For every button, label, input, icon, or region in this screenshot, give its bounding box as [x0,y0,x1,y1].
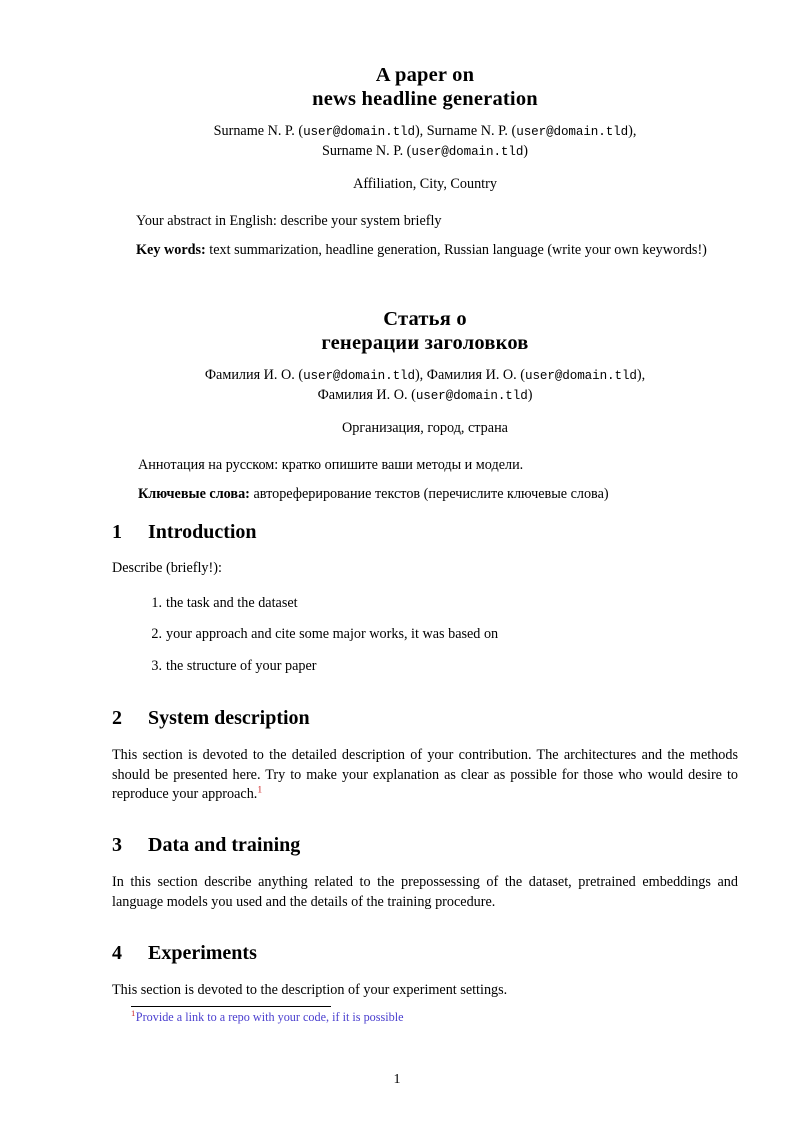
english-author-3-name: Surname N. P. ( [321,143,412,159]
english-keywords [112,241,738,261]
section-1-heading [112,520,738,544]
russian-author-line-1-end: ), [636,367,646,383]
section-3-title: Data and training [148,834,301,856]
english-author-1-email[interactable]: user@domain.tld [303,125,415,139]
russian-author-line-2 [112,386,738,406]
section-4-title: Experiments [148,942,257,964]
section-2-heading [112,706,738,730]
footnote-entry [131,1007,751,1025]
russian-abstract: Аннотация на русском: кратко опишите ваши методы и модели. [138,457,524,473]
section-1-intro-text: Describe (briefly!): [112,560,222,576]
english-author-1-name: Surname N. P. ( [213,123,304,139]
footnote-area [131,1006,751,1025]
section-system-description [112,706,738,805]
russian-title-line-1: Статья о [383,308,467,330]
russian-title-block [112,308,738,504]
english-keywords-label: Key words: [136,241,206,258]
russian-author-line-1 [112,366,738,386]
russian-keywords-text: автореферирование текстов (перечислите ключевые слова) [253,485,609,502]
section-2-title: System description [148,707,310,729]
list-item: the task and the dataset [166,594,298,611]
english-keywords-text: text summarization, headline generation, Russian language (write your own keywords!) [209,241,707,258]
section-4-body: This section is devoted to the description of your experiment settings. [112,982,508,998]
russian-keywords-label: Ключевые слова: [138,485,250,502]
english-abstract: Your abstract in English: describe your system briefly [136,213,442,229]
footnote-link-text[interactable]: Provide a link to a repo with your code, if it is possible [135,1010,404,1024]
section-1-number: 1 [112,521,122,543]
russian-author-3-email[interactable]: user@domain.tld [415,389,528,403]
section-3-number: 3 [112,834,122,856]
english-title-line-1: A paper on [375,64,475,86]
english-author-2-name: ), Surname N. P. ( [414,123,517,139]
section-introduction [112,520,738,688]
english-author-3-email[interactable]: user@domain.tld [411,145,524,159]
russian-title-group [112,308,738,438]
section-3-heading [112,833,738,857]
section-2-body [112,746,738,805]
english-author-2-email[interactable]: user@domain.tld [516,125,629,139]
footnote-number: 1 [131,1007,136,1018]
russian-title-line-2: генерации заголовков [321,331,529,354]
russian-author-3-name: Фамилия И. О. ( [317,387,416,403]
english-author-line-2 [112,142,738,162]
russian-paper-title [112,308,738,355]
section-4-number: 4 [112,942,122,964]
footnote-separator-rule [131,1006,331,1007]
section-4-heading [112,941,738,965]
footnote-reference-marker[interactable]: 1 [257,784,263,796]
russian-author-1-email[interactable]: user@domain.tld [303,369,415,383]
russian-author-2-email[interactable]: user@domain.tld [525,369,637,383]
english-title-group [112,64,738,194]
section-3-body: In this section describe anything related to the prepossessing of the dataset, pretrained embeddings and language models you used and the details of the training procedure. [112,874,738,910]
english-title-block [112,64,738,260]
russian-keywords [112,485,738,505]
russian-affiliation: Организация, город, страна [342,420,508,436]
section-experiments [112,941,738,1001]
russian-author-2-name: ), Фамилия И. О. ( [414,367,525,383]
english-author-line-1-end: ), [628,123,637,139]
section-1-title: Introduction [148,521,257,543]
english-author-list [112,122,738,162]
english-paper-title [112,64,738,111]
section-2-number: 2 [112,707,122,729]
page-number: 1 [393,1072,401,1087]
russian-author-list [112,366,738,406]
section-data-and-training [112,833,738,912]
english-affiliation: Affiliation, City, Country [353,176,497,192]
introduction-task-list [112,594,738,677]
list-item: the structure of your paper [166,657,317,674]
english-title-line-2: news headline generation [312,87,538,110]
russian-author-line-2-end: ) [527,387,533,403]
russian-author-1-name: Фамилия И. О. ( [204,367,304,383]
section-2-body-text: This section is devoted to the detailed description of your contribution. The architectures and the methods should be presented here. Try to make your explanation as clear as possible for those who would desire to reproduce your approach. [112,747,738,802]
english-author-line-1 [112,122,738,142]
list-item: your approach and cite some major works, it was based on [166,626,499,642]
english-author-line-2-end: ) [523,143,529,159]
